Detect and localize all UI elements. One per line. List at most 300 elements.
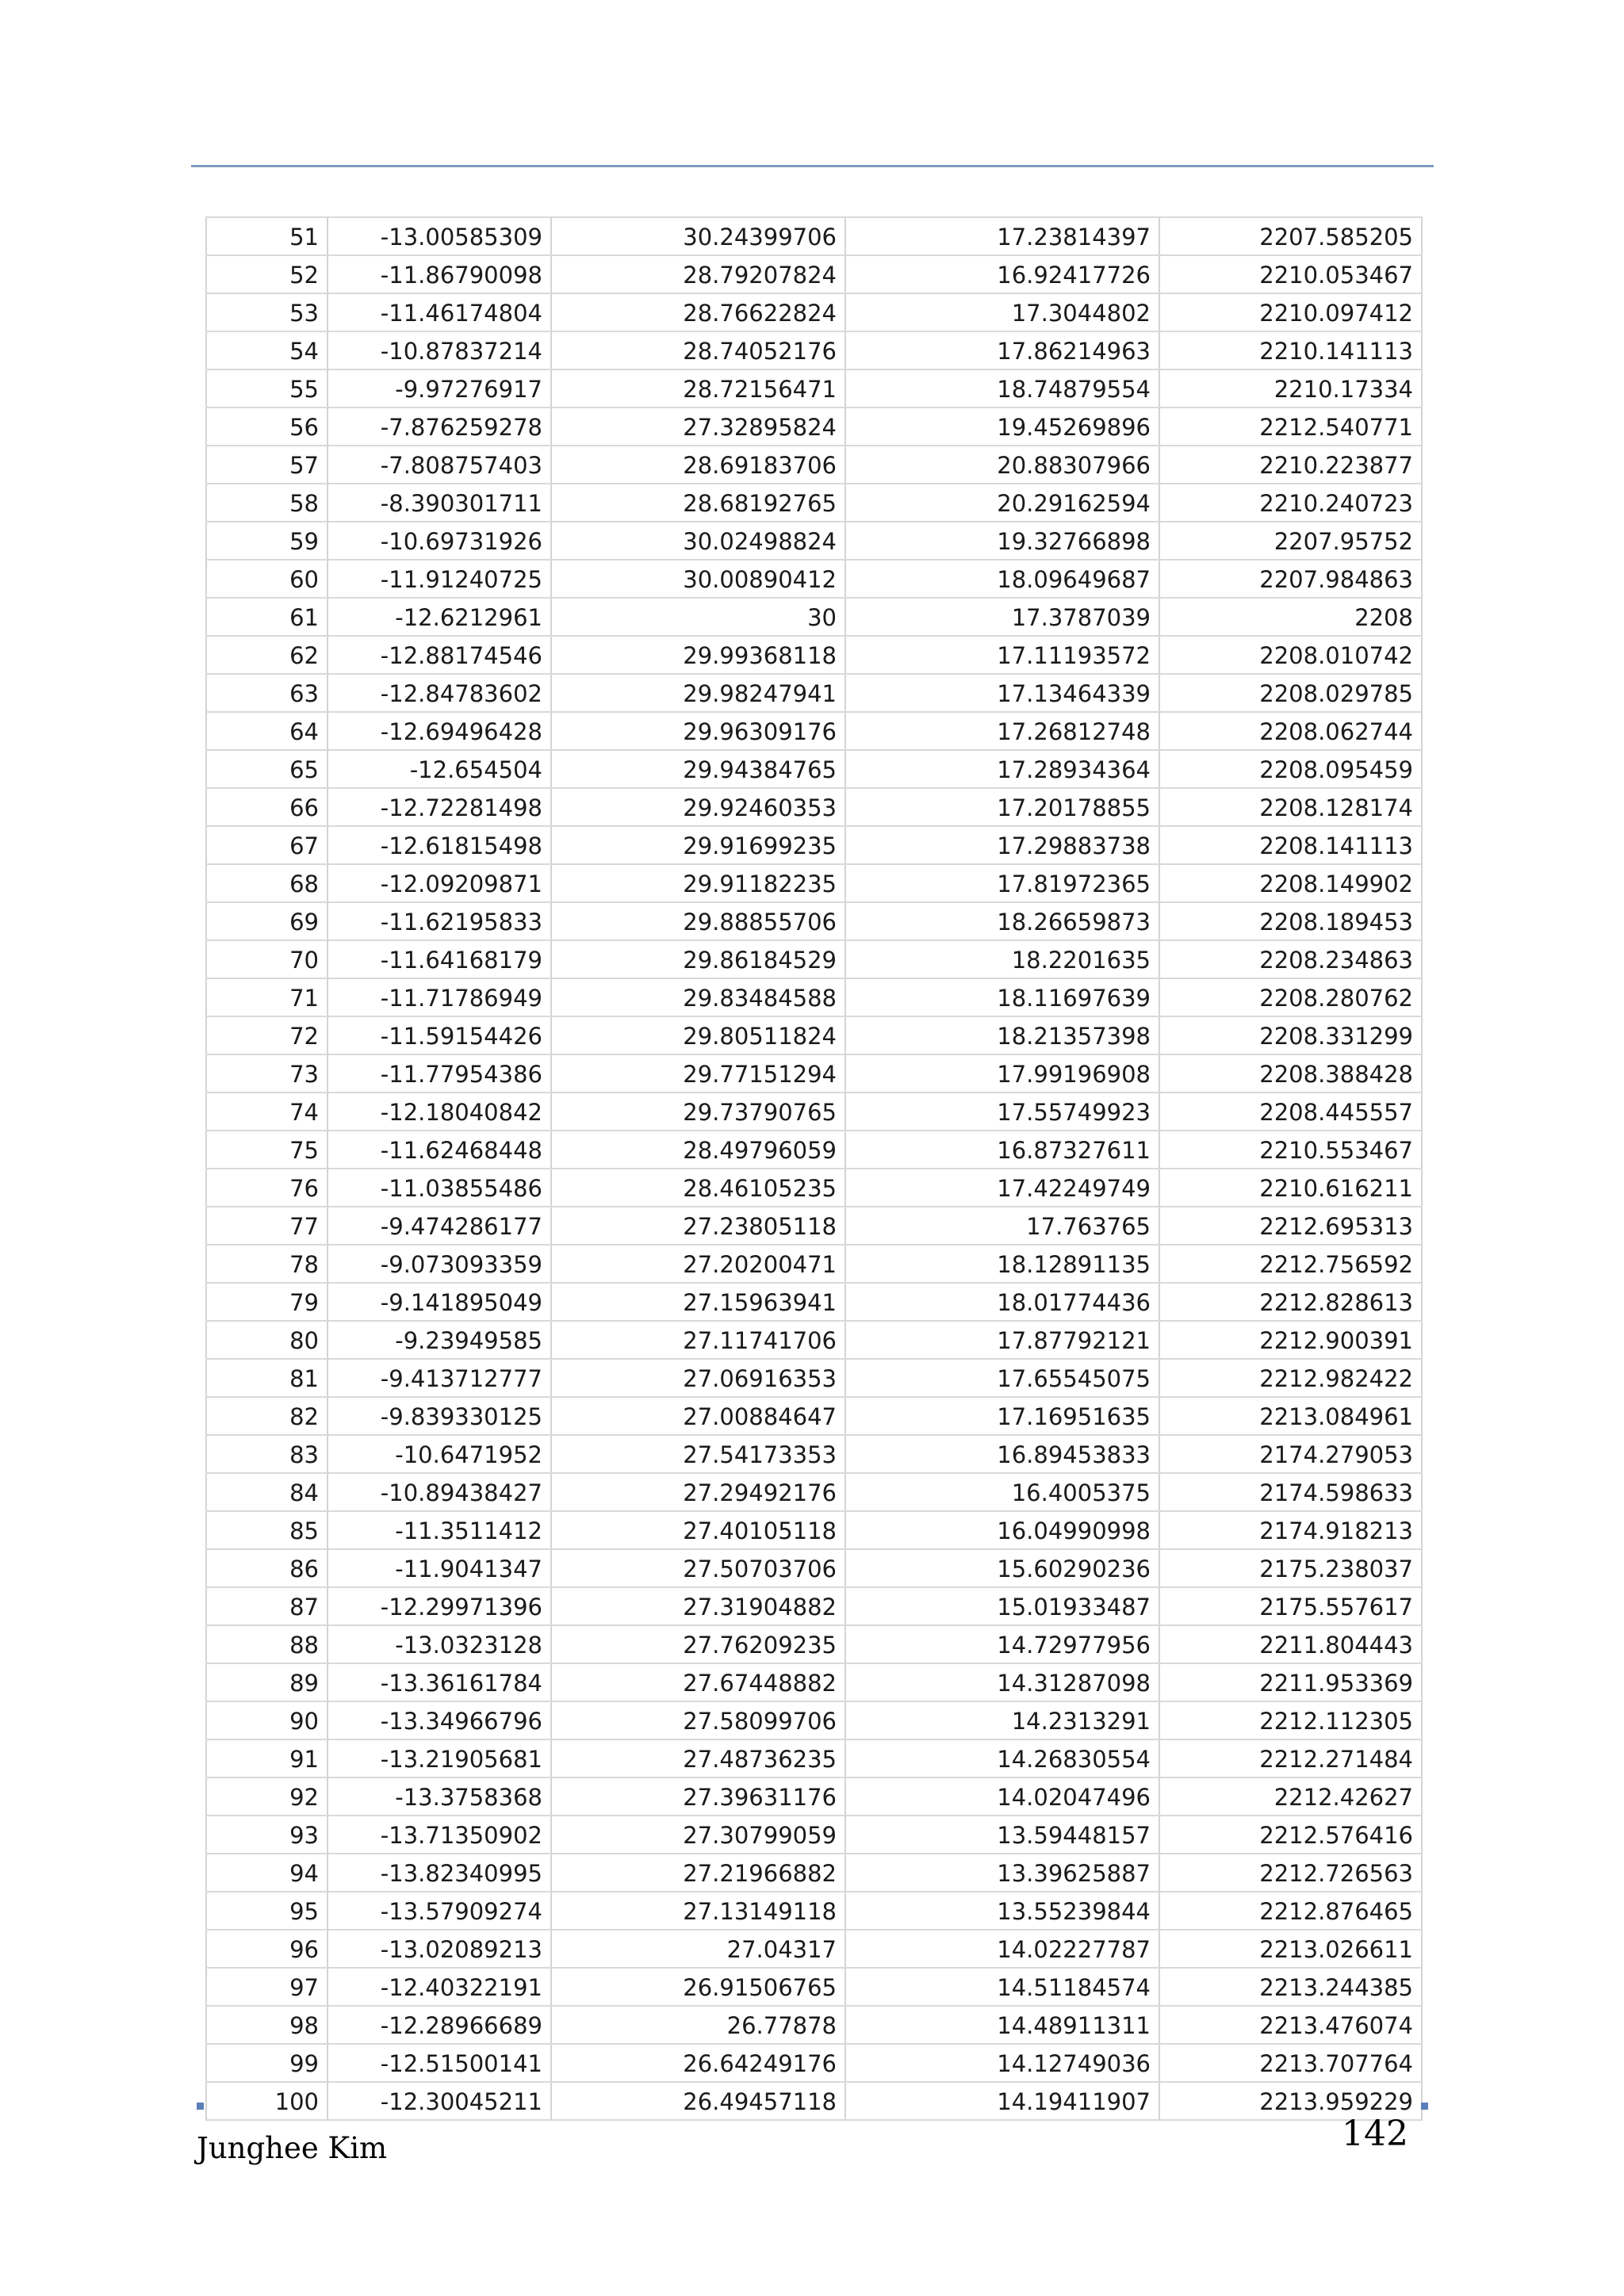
value-a-cell: -12.30045211: [327, 2082, 551, 2120]
value-b-cell: 26.77878: [551, 2006, 845, 2044]
row-index-cell: 61: [206, 598, 327, 636]
value-c-cell: 17.99196908: [845, 1054, 1159, 1093]
value-d-cell: 2207.984863: [1159, 560, 1422, 598]
page-number: 142: [1342, 2114, 1408, 2154]
value-d-cell: 2212.271484: [1159, 1739, 1422, 1777]
selection-handle-left: [197, 2103, 204, 2110]
value-b-cell: 27.67448882: [551, 1663, 845, 1701]
value-b-cell: 27.11741706: [551, 1321, 845, 1359]
value-c-cell: 18.11697639: [845, 978, 1159, 1016]
table-row: [206, 598, 1422, 636]
value-c-cell: 14.26830554: [845, 1739, 1159, 1777]
row-index-cell: 75: [206, 1131, 327, 1169]
value-a-cell: -11.86790098: [327, 255, 551, 293]
value-a-cell: -11.91240725: [327, 560, 551, 598]
value-c-cell: 13.55239844: [845, 1892, 1159, 1930]
value-d-cell: 2213.026611: [1159, 1930, 1422, 1968]
table-row: [206, 2006, 1422, 2044]
value-d-cell: 2208.189453: [1159, 902, 1422, 940]
row-index-cell: 66: [206, 788, 327, 826]
value-b-cell: 28.46105235: [551, 1169, 845, 1207]
value-c-cell: 17.13464339: [845, 674, 1159, 712]
value-c-cell: 20.29162594: [845, 484, 1159, 522]
row-index-cell: 97: [206, 1968, 327, 2006]
value-c-cell: 17.20178855: [845, 788, 1159, 826]
value-a-cell: -12.72281498: [327, 788, 551, 826]
value-a-cell: -11.64168179: [327, 940, 551, 978]
value-c-cell: 16.4005375: [845, 1473, 1159, 1511]
row-index-cell: 65: [206, 750, 327, 788]
value-c-cell: 13.39625887: [845, 1854, 1159, 1892]
value-a-cell: -11.62468448: [327, 1131, 551, 1169]
value-d-cell: 2212.982422: [1159, 1359, 1422, 1397]
value-d-cell: 2212.42627: [1159, 1777, 1422, 1816]
value-d-cell: 2175.557617: [1159, 1587, 1422, 1625]
value-b-cell: 27.76209235: [551, 1625, 845, 1663]
value-c-cell: 14.48911311: [845, 2006, 1159, 2044]
row-index-cell: 100: [206, 2082, 327, 2120]
value-c-cell: 17.28934364: [845, 750, 1159, 788]
value-d-cell: 2213.959229: [1159, 2082, 1422, 2120]
row-index-cell: 79: [206, 1283, 327, 1321]
value-a-cell: -13.82340995: [327, 1854, 551, 1892]
value-a-cell: -11.46174804: [327, 293, 551, 331]
value-a-cell: -10.87837214: [327, 331, 551, 369]
row-index-cell: 89: [206, 1663, 327, 1701]
value-b-cell: 28.49796059: [551, 1131, 845, 1169]
value-d-cell: 2174.598633: [1159, 1473, 1422, 1511]
value-b-cell: 29.88855706: [551, 902, 845, 940]
value-b-cell: 26.91506765: [551, 1968, 845, 2006]
table-row: [206, 636, 1422, 674]
row-index-cell: 59: [206, 522, 327, 560]
table-row: [206, 712, 1422, 750]
value-a-cell: -11.71786949: [327, 978, 551, 1016]
value-b-cell: 28.76622824: [551, 293, 845, 331]
value-c-cell: 16.87327611: [845, 1131, 1159, 1169]
table-row: [206, 1625, 1422, 1663]
value-d-cell: 2212.756592: [1159, 1245, 1422, 1283]
table-row: [206, 674, 1422, 712]
value-d-cell: 2210.141113: [1159, 331, 1422, 369]
table-row: [206, 255, 1422, 293]
value-a-cell: -9.474286177: [327, 1207, 551, 1245]
table-row: [206, 1663, 1422, 1701]
row-index-cell: 57: [206, 446, 327, 484]
row-index-cell: 83: [206, 1435, 327, 1473]
value-b-cell: 29.86184529: [551, 940, 845, 978]
value-c-cell: 18.2201635: [845, 940, 1159, 978]
value-a-cell: -12.6212961: [327, 598, 551, 636]
value-c-cell: 14.2313291: [845, 1701, 1159, 1739]
table-row: [206, 1701, 1422, 1739]
value-c-cell: 17.3787039: [845, 598, 1159, 636]
row-index-cell: 85: [206, 1511, 327, 1549]
value-b-cell: 27.21966882: [551, 1854, 845, 1892]
value-b-cell: 28.69183706: [551, 446, 845, 484]
value-a-cell: -13.21905681: [327, 1739, 551, 1777]
table-row: [206, 1016, 1422, 1054]
value-d-cell: 2213.244385: [1159, 1968, 1422, 2006]
value-d-cell: 2212.576416: [1159, 1816, 1422, 1854]
value-c-cell: 17.65545075: [845, 1359, 1159, 1397]
row-index-cell: 94: [206, 1854, 327, 1892]
value-d-cell: 2208.388428: [1159, 1054, 1422, 1093]
value-d-cell: 2211.804443: [1159, 1625, 1422, 1663]
value-b-cell: 27.39631176: [551, 1777, 845, 1816]
value-c-cell: 20.88307966: [845, 446, 1159, 484]
value-b-cell: 29.98247941: [551, 674, 845, 712]
value-c-cell: 17.29883738: [845, 826, 1159, 864]
value-a-cell: -9.839330125: [327, 1397, 551, 1435]
table-row: [206, 1245, 1422, 1283]
value-d-cell: 2208.280762: [1159, 978, 1422, 1016]
table-row: [206, 369, 1422, 408]
value-c-cell: 14.51184574: [845, 1968, 1159, 2006]
value-d-cell: 2213.084961: [1159, 1397, 1422, 1435]
value-c-cell: 19.45269896: [845, 408, 1159, 446]
value-d-cell: 2207.95752: [1159, 522, 1422, 560]
table-row: [206, 1473, 1422, 1511]
value-d-cell: 2212.112305: [1159, 1701, 1422, 1739]
table-row: [206, 1435, 1422, 1473]
value-d-cell: 2212.540771: [1159, 408, 1422, 446]
value-d-cell: 2211.953369: [1159, 1663, 1422, 1701]
value-c-cell: 18.74879554: [845, 369, 1159, 408]
table-row: [206, 446, 1422, 484]
value-a-cell: -11.3511412: [327, 1511, 551, 1549]
value-b-cell: 27.00884647: [551, 1397, 845, 1435]
table-row: [206, 826, 1422, 864]
value-b-cell: 27.30799059: [551, 1816, 845, 1854]
table-row: [206, 1359, 1422, 1397]
value-d-cell: 2212.876465: [1159, 1892, 1422, 1930]
value-d-cell: 2174.279053: [1159, 1435, 1422, 1473]
row-index-cell: 87: [206, 1587, 327, 1625]
value-b-cell: 29.99368118: [551, 636, 845, 674]
value-d-cell: 2213.707764: [1159, 2044, 1422, 2082]
value-b-cell: 30.02498824: [551, 522, 845, 560]
data-table: [205, 216, 1423, 2121]
row-index-cell: 74: [206, 1093, 327, 1131]
value-d-cell: 2208.234863: [1159, 940, 1422, 978]
value-d-cell: 2208.141113: [1159, 826, 1422, 864]
table-row: [206, 1207, 1422, 1245]
table-row: [206, 1930, 1422, 1968]
table-row: [206, 750, 1422, 788]
value-a-cell: -7.808757403: [327, 446, 551, 484]
value-a-cell: -7.876259278: [327, 408, 551, 446]
row-index-cell: 52: [206, 255, 327, 293]
table-row: [206, 1854, 1422, 1892]
table-row: [206, 1968, 1422, 2006]
row-index-cell: 91: [206, 1739, 327, 1777]
row-index-cell: 69: [206, 902, 327, 940]
value-a-cell: -12.29971396: [327, 1587, 551, 1625]
value-d-cell: 2212.828613: [1159, 1283, 1422, 1321]
row-index-cell: 88: [206, 1625, 327, 1663]
value-d-cell: 2210.097412: [1159, 293, 1422, 331]
row-index-cell: 70: [206, 940, 327, 978]
row-index-cell: 77: [206, 1207, 327, 1245]
value-b-cell: 27.48736235: [551, 1739, 845, 1777]
row-index-cell: 56: [206, 408, 327, 446]
table-row: [206, 217, 1422, 255]
value-d-cell: 2208.149902: [1159, 864, 1422, 902]
row-index-cell: 99: [206, 2044, 327, 2082]
value-b-cell: 28.79207824: [551, 255, 845, 293]
value-a-cell: -12.40322191: [327, 1968, 551, 2006]
table-row: [206, 522, 1422, 560]
value-d-cell: 2208.029785: [1159, 674, 1422, 712]
value-c-cell: 17.55749923: [845, 1093, 1159, 1131]
value-d-cell: 2210.616211: [1159, 1169, 1422, 1207]
value-a-cell: -8.390301711: [327, 484, 551, 522]
value-c-cell: 14.31287098: [845, 1663, 1159, 1701]
value-c-cell: 17.87792121: [845, 1321, 1159, 1359]
value-a-cell: -9.141895049: [327, 1283, 551, 1321]
value-b-cell: 26.49457118: [551, 2082, 845, 2120]
row-index-cell: 92: [206, 1777, 327, 1816]
value-d-cell: 2208.010742: [1159, 636, 1422, 674]
value-c-cell: 14.12749036: [845, 2044, 1159, 2082]
table-row: [206, 978, 1422, 1016]
value-a-cell: -12.69496428: [327, 712, 551, 750]
value-b-cell: 27.20200471: [551, 1245, 845, 1283]
table-row: [206, 1892, 1422, 1930]
table-row: [206, 1131, 1422, 1169]
value-c-cell: 17.26812748: [845, 712, 1159, 750]
value-b-cell: 27.40105118: [551, 1511, 845, 1549]
value-b-cell: 30.24399706: [551, 217, 845, 255]
value-a-cell: -9.97276917: [327, 369, 551, 408]
row-index-cell: 86: [206, 1549, 327, 1587]
value-c-cell: 17.81972365: [845, 864, 1159, 902]
value-d-cell: 2210.240723: [1159, 484, 1422, 522]
value-c-cell: 17.42249749: [845, 1169, 1159, 1207]
value-d-cell: 2174.918213: [1159, 1511, 1422, 1549]
table-row: [206, 1739, 1422, 1777]
table-row: [206, 1816, 1422, 1854]
value-b-cell: 29.83484588: [551, 978, 845, 1016]
value-b-cell: 27.50703706: [551, 1549, 845, 1587]
row-index-cell: 76: [206, 1169, 327, 1207]
value-c-cell: 17.23814397: [845, 217, 1159, 255]
row-index-cell: 84: [206, 1473, 327, 1511]
value-d-cell: 2208.128174: [1159, 788, 1422, 826]
value-b-cell: 27.15963941: [551, 1283, 845, 1321]
table-row: [206, 1283, 1422, 1321]
value-c-cell: 14.02227787: [845, 1930, 1159, 1968]
row-index-cell: 95: [206, 1892, 327, 1930]
value-b-cell: 29.96309176: [551, 712, 845, 750]
row-index-cell: 71: [206, 978, 327, 1016]
value-a-cell: -12.09209871: [327, 864, 551, 902]
value-b-cell: 27.54173353: [551, 1435, 845, 1473]
table-row: [206, 902, 1422, 940]
value-b-cell: 27.13149118: [551, 1892, 845, 1930]
value-c-cell: 18.26659873: [845, 902, 1159, 940]
row-index-cell: 72: [206, 1016, 327, 1054]
value-c-cell: 17.86214963: [845, 331, 1159, 369]
row-index-cell: 81: [206, 1359, 327, 1397]
table-row: [206, 1054, 1422, 1093]
value-a-cell: -12.61815498: [327, 826, 551, 864]
row-index-cell: 53: [206, 293, 327, 331]
value-b-cell: 29.73790765: [551, 1093, 845, 1131]
table-row: [206, 1511, 1422, 1549]
value-a-cell: -12.654504: [327, 750, 551, 788]
value-d-cell: 2212.695313: [1159, 1207, 1422, 1245]
value-d-cell: 2208.331299: [1159, 1016, 1422, 1054]
value-b-cell: 28.74052176: [551, 331, 845, 369]
value-c-cell: 14.02047496: [845, 1777, 1159, 1816]
table-body: [206, 217, 1422, 2120]
value-a-cell: -9.413712777: [327, 1359, 551, 1397]
value-c-cell: 16.89453833: [845, 1435, 1159, 1473]
value-b-cell: 26.64249176: [551, 2044, 845, 2082]
value-a-cell: -11.59154426: [327, 1016, 551, 1054]
value-c-cell: 15.60290236: [845, 1549, 1159, 1587]
value-d-cell: 2210.053467: [1159, 255, 1422, 293]
row-index-cell: 62: [206, 636, 327, 674]
value-d-cell: 2210.553467: [1159, 1131, 1422, 1169]
value-a-cell: -13.02089213: [327, 1930, 551, 1968]
value-d-cell: 2175.238037: [1159, 1549, 1422, 1587]
value-a-cell: -13.3758368: [327, 1777, 551, 1816]
value-a-cell: -12.28966689: [327, 2006, 551, 2044]
value-c-cell: 17.3044802: [845, 293, 1159, 331]
row-index-cell: 51: [206, 217, 327, 255]
row-index-cell: 68: [206, 864, 327, 902]
value-b-cell: 29.91182235: [551, 864, 845, 902]
value-a-cell: -13.57909274: [327, 1892, 551, 1930]
value-a-cell: -9.23949585: [327, 1321, 551, 1359]
value-c-cell: 14.72977956: [845, 1625, 1159, 1663]
value-c-cell: 13.59448157: [845, 1816, 1159, 1854]
table-row: [206, 408, 1422, 446]
row-index-cell: 60: [206, 560, 327, 598]
value-a-cell: -13.0323128: [327, 1625, 551, 1663]
value-b-cell: 29.94384765: [551, 750, 845, 788]
value-d-cell: 2208.062744: [1159, 712, 1422, 750]
value-b-cell: 27.29492176: [551, 1473, 845, 1511]
table-row: [206, 1169, 1422, 1207]
table-row: [206, 1093, 1422, 1131]
value-a-cell: -10.69731926: [327, 522, 551, 560]
value-c-cell: 18.01774436: [845, 1283, 1159, 1321]
row-index-cell: 78: [206, 1245, 327, 1283]
row-index-cell: 58: [206, 484, 327, 522]
table-row: [206, 864, 1422, 902]
table-row: [206, 1777, 1422, 1816]
value-b-cell: 28.72156471: [551, 369, 845, 408]
value-b-cell: 27.58099706: [551, 1701, 845, 1739]
value-b-cell: 27.04317: [551, 1930, 845, 1968]
value-d-cell: 2213.476074: [1159, 2006, 1422, 2044]
row-index-cell: 90: [206, 1701, 327, 1739]
value-d-cell: 2212.900391: [1159, 1321, 1422, 1359]
value-c-cell: 18.12891135: [845, 1245, 1159, 1283]
value-b-cell: 27.23805118: [551, 1207, 845, 1245]
row-index-cell: 64: [206, 712, 327, 750]
table-row: [206, 2082, 1422, 2120]
value-c-cell: 17.11193572: [845, 636, 1159, 674]
value-d-cell: 2208.445557: [1159, 1093, 1422, 1131]
value-b-cell: 30.00890412: [551, 560, 845, 598]
value-d-cell: 2208: [1159, 598, 1422, 636]
selection-handle-right: [1421, 2103, 1428, 2110]
value-b-cell: 27.32895824: [551, 408, 845, 446]
table-row: [206, 788, 1422, 826]
value-a-cell: -11.9041347: [327, 1549, 551, 1587]
value-d-cell: 2212.726563: [1159, 1854, 1422, 1892]
value-a-cell: -9.073093359: [327, 1245, 551, 1283]
value-b-cell: 29.92460353: [551, 788, 845, 826]
row-index-cell: 96: [206, 1930, 327, 1968]
value-a-cell: -11.03855486: [327, 1169, 551, 1207]
value-b-cell: 29.80511824: [551, 1016, 845, 1054]
value-c-cell: 19.32766898: [845, 522, 1159, 560]
value-a-cell: -12.18040842: [327, 1093, 551, 1131]
row-index-cell: 73: [206, 1054, 327, 1093]
row-index-cell: 55: [206, 369, 327, 408]
table-row: [206, 1549, 1422, 1587]
value-c-cell: 17.16951635: [845, 1397, 1159, 1435]
row-index-cell: 54: [206, 331, 327, 369]
value-b-cell: 28.68192765: [551, 484, 845, 522]
table-row: [206, 1587, 1422, 1625]
value-a-cell: -13.34966796: [327, 1701, 551, 1739]
table-row: [206, 484, 1422, 522]
value-a-cell: -13.71350902: [327, 1816, 551, 1854]
footer-author: Junghee Kim: [197, 2131, 388, 2165]
value-c-cell: 16.92417726: [845, 255, 1159, 293]
value-c-cell: 14.19411907: [845, 2082, 1159, 2120]
table-row: [206, 2044, 1422, 2082]
value-c-cell: 18.21357398: [845, 1016, 1159, 1054]
row-index-cell: 63: [206, 674, 327, 712]
value-a-cell: -13.36161784: [327, 1663, 551, 1701]
value-a-cell: -13.00585309: [327, 217, 551, 255]
value-c-cell: 17.763765: [845, 1207, 1159, 1245]
value-a-cell: -12.51500141: [327, 2044, 551, 2082]
value-d-cell: 2207.585205: [1159, 217, 1422, 255]
row-index-cell: 98: [206, 2006, 327, 2044]
table-row: [206, 293, 1422, 331]
value-b-cell: 30: [551, 598, 845, 636]
row-index-cell: 93: [206, 1816, 327, 1854]
value-a-cell: -11.77954386: [327, 1054, 551, 1093]
value-a-cell: -12.84783602: [327, 674, 551, 712]
value-b-cell: 29.77151294: [551, 1054, 845, 1093]
value-a-cell: -10.89438427: [327, 1473, 551, 1511]
row-index-cell: 67: [206, 826, 327, 864]
table-row: [206, 560, 1422, 598]
table-row: [206, 1321, 1422, 1359]
value-c-cell: 15.01933487: [845, 1587, 1159, 1625]
value-a-cell: -12.88174546: [327, 636, 551, 674]
row-index-cell: 80: [206, 1321, 327, 1359]
value-b-cell: 27.06916353: [551, 1359, 845, 1397]
table-row: [206, 1397, 1422, 1435]
table-row: [206, 331, 1422, 369]
header-rule: [191, 165, 1434, 167]
value-d-cell: 2210.17334: [1159, 369, 1422, 408]
value-c-cell: 16.04990998: [845, 1511, 1159, 1549]
value-a-cell: -10.6471952: [327, 1435, 551, 1473]
table-row: [206, 940, 1422, 978]
